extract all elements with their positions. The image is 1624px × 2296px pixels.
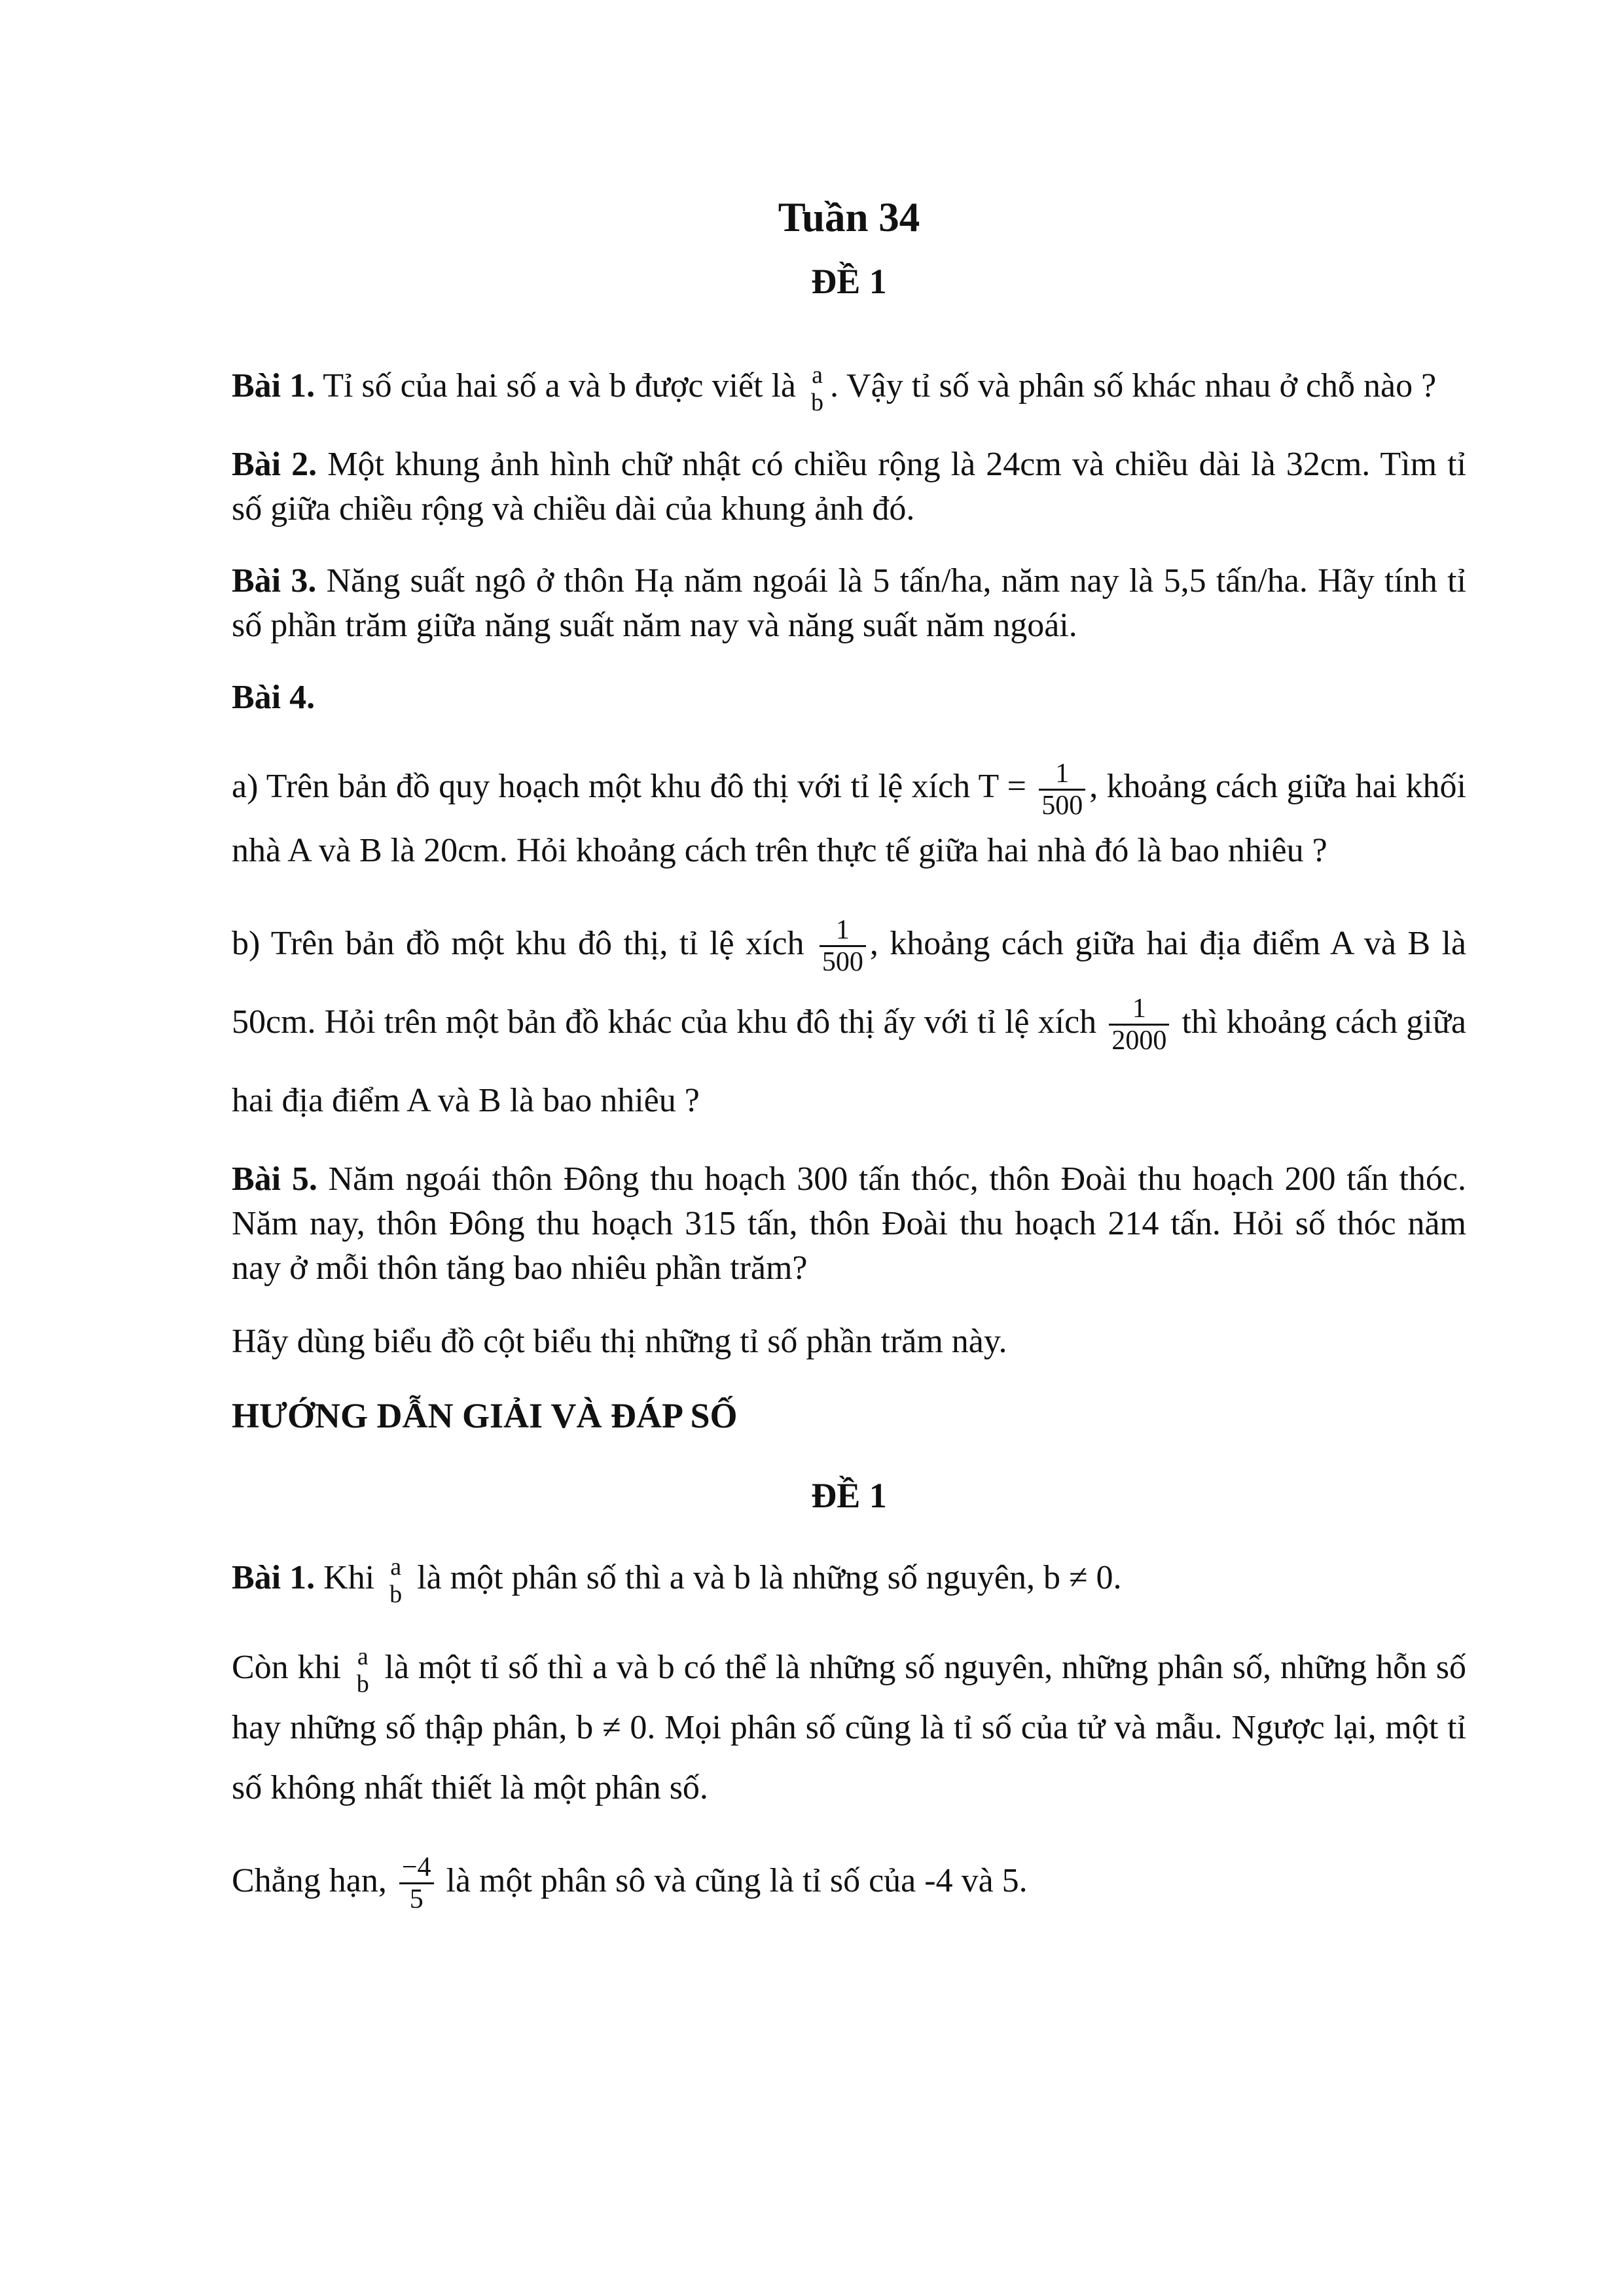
problem-1-text-1: Tỉ số của hai số a và b được viết là [315, 367, 804, 404]
solution-2 [232, 1638, 1466, 1818]
fraction-1-over-500 [820, 915, 866, 977]
document-page [232, 190, 1466, 1920]
fraction-1-over-2000 [1109, 994, 1169, 1056]
fraction-numerator: 1 [1109, 994, 1169, 1026]
solution-2-text-2: là một tỉ số thì a và b có thể là những số nguyên, những phân số, những hỗn số hay những số thập phân, b ≠ 0. Mọi phân số cũng là tỉ số của tử và mẫu. Ngược lại, một tỉ số không nhất thiết là một phân số. [232, 1648, 1466, 1806]
problem-5-label: Bài 5. [232, 1160, 317, 1198]
problem-3-label: Bài 3. [232, 562, 317, 600]
problem-4a-text-2: , khoảng cách giữa hai khối nhà A và B là 20cm. Hỏi khoảng cách trên thực tế giữa hai nhà đó là bao nhiêu ? [232, 768, 1466, 869]
solution-1-label: Bài 1. [232, 1558, 316, 1596]
problem-4-label: Bài 4. [232, 679, 316, 716]
fraction-numerator: a [390, 1552, 402, 1581]
exam-heading: ĐỀ 1 [811, 262, 887, 301]
solution-2-text-1: Còn khi [232, 1648, 350, 1686]
problem-4-label-line [232, 675, 1466, 720]
problem-4b-text-1: b) Trên bản đồ một khu đô thị, tỉ lệ xích [232, 924, 816, 962]
problem-4b [232, 905, 1466, 1140]
problem-3 [232, 559, 1466, 648]
problem-3-text: Năng suất ngô ở thôn Hạ năm ngoái là 5 tấn/ha, năm nay là 5,5 tấn/ha. Hãy tính tỉ số phần trăm giữa năng suất năm nay và năng suất năm ngoái. [232, 562, 1466, 644]
solution-3-text-1: Chẳng hạn, [232, 1861, 395, 1899]
page-title: Tuần 34 [778, 194, 920, 240]
fraction-numerator: 1 [820, 915, 866, 947]
fraction-minus-4-over-5 [399, 1852, 434, 1914]
fraction-denominator: b [389, 1580, 403, 1608]
solution-1-text-1: Khi [315, 1558, 384, 1596]
fraction-a-over-b [808, 361, 826, 416]
fraction-numerator: a [357, 1642, 369, 1670]
fraction-denominator: 500 [821, 947, 863, 978]
problem-1 [232, 353, 1466, 419]
fraction-numerator: a [812, 361, 823, 389]
problem-5-text: Năm ngoái thôn Đông thu hoạch 300 tấn thóc, thôn Đoài thu hoạch 200 tấn thóc. Năm nay, thôn Đông thu hoạch 315 tấn, thôn Đoài thu hoạch 214 tấn. Hỏi số thóc năm nay ở mỗi thôn tăng bao nhiêu phần trăm? [232, 1160, 1466, 1287]
problem-5-extra: Hãy dùng biểu đồ cột biểu thị những tỉ số phần trăm này. [232, 1322, 1007, 1360]
solution-3-text-2: là một phân sô và cũng là tỉ số của -4 và 5. [437, 1861, 1028, 1899]
fraction-denominator: b [811, 389, 823, 417]
problem-4b-text-2: , khoảng cách giữa hai địa điểm A và B là 50cm. Hỏi trên một bản đồ khác của khu đô thị ấy với tỉ lệ xích [232, 924, 1466, 1041]
problem-1-label: Bài 1. [232, 367, 316, 404]
fraction-numerator: 1 [1039, 759, 1085, 791]
solutions-heading: HƯỚNG DẪN GIẢI VÀ ĐÁP SỐ [232, 1395, 738, 1435]
fraction-a-over-b [387, 1553, 405, 1608]
fraction-denominator: 5 [409, 1884, 424, 1915]
solution-1-text-2: là một phân số thì a và b là những số nguyên, b ≠ 0. [408, 1558, 1122, 1596]
solutions-subheading: ĐỀ 1 [811, 1475, 887, 1515]
problem-1-text-2: . Vậy tỉ số và phân số khác nhau ở chỗ nào ? [830, 367, 1437, 404]
problem-2-text: Một khung ảnh hình chữ nhật có chiều rộng là 24cm và chiều dài là 32cm. Tìm tỉ số giữa chiều rộng và chiều dài của khung ảnh đó. [232, 446, 1466, 528]
problem-5 [232, 1157, 1466, 1291]
solution-1 [232, 1535, 1466, 1621]
fraction-denominator: 500 [1041, 790, 1083, 821]
problem-4a-text-1: a) Trên bản đồ quy hoạch một khu đô thị với tỉ lệ xích T = [232, 768, 1036, 805]
problem-4a [232, 757, 1466, 881]
fraction-denominator: b [356, 1670, 369, 1698]
fraction-1-over-500 [1039, 759, 1085, 821]
fraction-denominator: 2000 [1111, 1026, 1167, 1056]
solution-3 [232, 1842, 1466, 1920]
fraction-a-over-b [354, 1643, 372, 1698]
problem-4b-text-3: thì khoảng cách giữa hai địa điểm A và B là bao nhiêu ? [232, 1003, 1466, 1119]
fraction-numerator: −4 [399, 1852, 434, 1884]
problem-2-label: Bài 2. [232, 446, 317, 483]
problem-2 [232, 442, 1466, 531]
